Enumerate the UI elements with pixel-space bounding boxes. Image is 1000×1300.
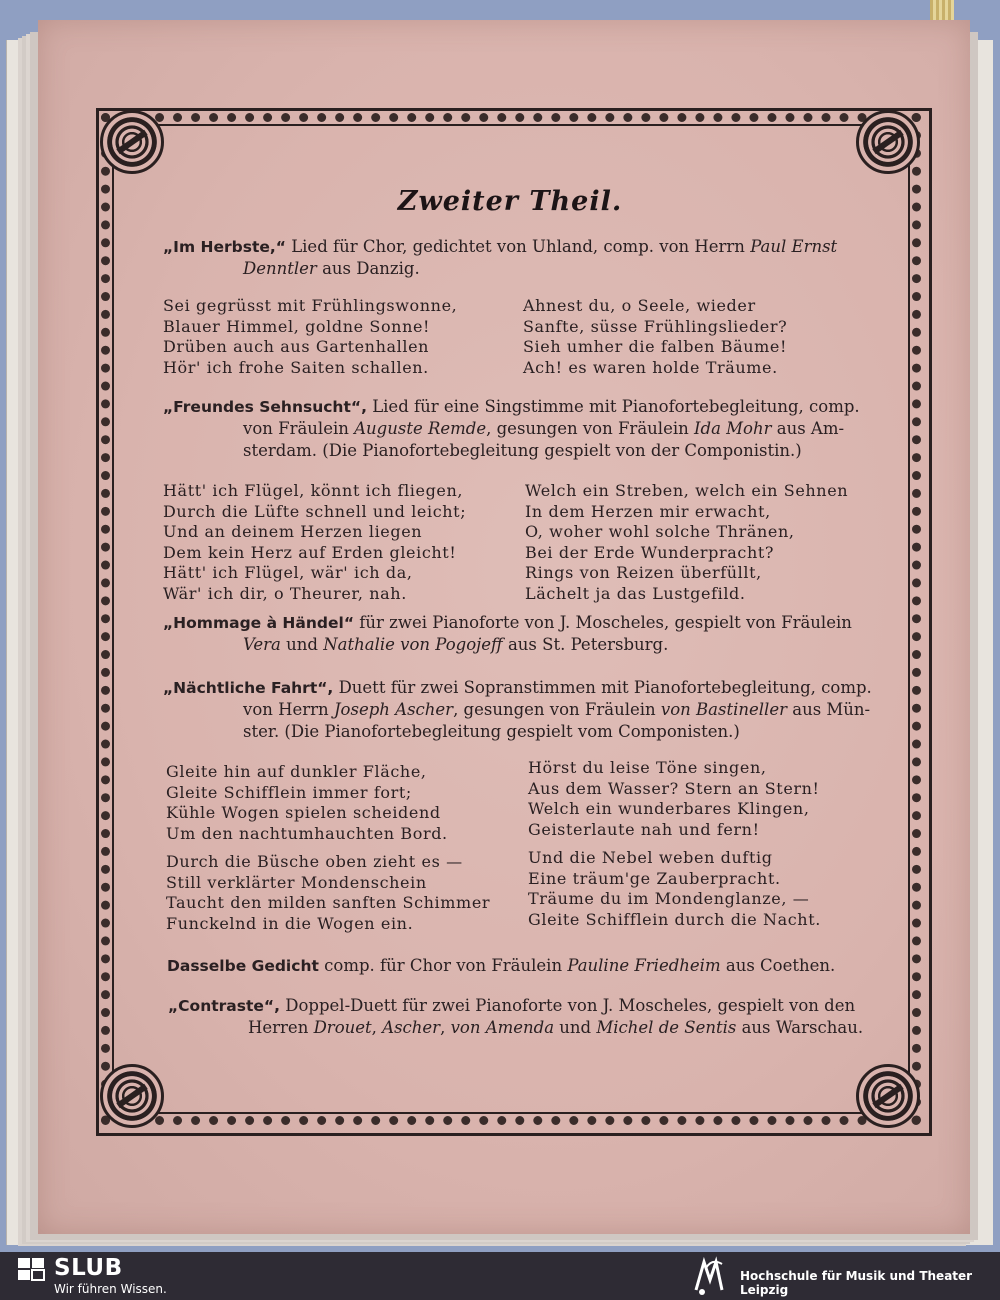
program-item-im-herbste	[163, 236, 875, 280]
text-fragment: , gesungen von Fräulein	[486, 419, 689, 438]
performance-note: sterdam. (Die Pianofortebegleitung gespielt von der Componistin.)	[243, 441, 802, 460]
piece-description: für zwei Pianoforte von J. Moscheles, gespielt von Fräulein	[359, 613, 852, 632]
composer-name: Joseph Ascher	[333, 700, 454, 719]
verse-line: Gleite Schifflein durch die Nacht.	[528, 909, 821, 929]
hmt-institution-name[interactable]: Hochschule für Musik und Theater Leipzig	[740, 1269, 973, 1297]
text-fragment: aus Coethen.	[725, 956, 836, 975]
verse-line: Sieh umher die falben Bäume!	[523, 337, 787, 356]
singer-name: von Bastineller	[660, 700, 787, 719]
verse-line: O, woher wohl solche Thränen,	[525, 522, 795, 541]
verse-line: Hätt' ich Flügel, wär' ich da,	[163, 563, 413, 582]
text-fragment: , gesungen von Fräulein	[453, 700, 656, 719]
verse-fahrt1-left	[166, 762, 448, 844]
verse-line: Ahnest du, o Seele, wieder	[523, 296, 756, 315]
piece-title: „Nächtliche Fahrt“,	[163, 679, 334, 697]
verse-sehnsucht-right	[525, 481, 848, 604]
piece-title: „Hommage à Händel“	[163, 614, 355, 632]
verse-fahrt2-left	[166, 852, 490, 934]
verse-line: Sei gegrüsst mit Frühlingswonne,	[163, 296, 458, 315]
text-fragment: und	[286, 635, 318, 654]
singer-name: Ida Mohr	[693, 419, 772, 438]
verse-line: Sanfte, süsse Frühlingslieder?	[523, 316, 788, 336]
verse-line: Um den nachtumhauchten Bord.	[166, 823, 448, 843]
program-item-dasselbe-gedicht	[167, 955, 879, 977]
performance-note: ster. (Die Pianofortebegleitung gespielt vom Componisten.)	[243, 722, 740, 741]
verse-herbst-right	[523, 296, 787, 378]
performer-name: Vera	[243, 635, 281, 654]
program-item-hommage-a-handel	[163, 612, 875, 656]
section-title: Zweiter Theil.	[397, 186, 623, 217]
piece-description: Lied für eine Singstimme mit Pianofortebegleitung, comp.	[372, 397, 860, 416]
verse-line: Ach! es waren holde Träume.	[523, 357, 778, 377]
verse-fahrt1-right	[528, 758, 820, 840]
composer-origin: aus Danzig.	[322, 259, 420, 278]
piece-title: Dasselbe Gedicht	[167, 957, 319, 975]
slub-tagline: Wir führen Wissen.	[54, 1282, 167, 1296]
verse-line: Taucht den milden sanften Schimmer	[166, 893, 491, 912]
verse-fahrt2-right	[528, 848, 821, 930]
verse-line: Und die Nebel weben duftig	[528, 848, 773, 867]
composer-name: Pauline Friedheim	[567, 956, 721, 975]
verse-line: Blauer Himmel, goldne Sonne!	[163, 316, 431, 336]
text-fragment: Herren	[248, 1018, 309, 1037]
verse-line: Hörst du leise Töne singen,	[528, 758, 767, 777]
slub-logo-icon	[18, 1258, 46, 1282]
performer-name: von Amenda	[450, 1018, 555, 1037]
verse-line: In dem Herzen mir erwacht,	[525, 501, 771, 521]
performer-name: Nathalie von Pogojeff	[323, 635, 503, 654]
verse-line: Welch ein Streben, welch ein Sehnen	[525, 481, 849, 500]
verse-line: Durch die Lüfte schnell und leicht;	[163, 501, 467, 521]
performer-name: Drouet	[313, 1018, 372, 1037]
verse-line: Dem kein Herz auf Erden gleicht!	[163, 542, 457, 562]
verse-line: Hör' ich frohe Saiten schallen.	[163, 357, 429, 377]
piece-title: „Contraste“,	[168, 997, 280, 1015]
program-item-nachtliche-fahrt	[163, 677, 875, 743]
verse-herbst-left	[163, 296, 457, 378]
piece-title: „Freundes Sehnsucht“,	[163, 398, 367, 416]
verse-line: Welch ein wunderbares Klingen,	[528, 799, 810, 818]
verse-line: Funckelnd in die Wogen ein.	[166, 913, 414, 933]
verse-sehnsucht-left	[163, 481, 466, 604]
verse-line: Rings von Reizen überfüllt,	[525, 563, 762, 582]
text-fragment: aus St. Petersburg.	[507, 635, 669, 654]
composer-name: Paul Ernst	[750, 237, 838, 256]
verse-line: Kühle Wogen spielen scheidend	[166, 803, 441, 822]
verse-line: Gleite Schifflein immer fort;	[166, 782, 412, 802]
text-fragment: von Fräulein	[243, 419, 349, 438]
viewer-footer	[0, 1252, 1000, 1300]
verse-line: Hätt' ich Flügel, könnt ich fliegen,	[163, 481, 464, 500]
verse-line: Wär' ich dir, o Theurer, nah.	[163, 583, 407, 603]
verse-line: Durch die Büsche oben zieht es —	[166, 852, 463, 871]
performer-name: Michel de Sentis	[596, 1018, 737, 1037]
verse-line: Lächelt ja das Lustgefild.	[525, 583, 746, 603]
verse-line: Geisterlaute nah und fern!	[528, 819, 760, 839]
program-item-freundes-sehnsucht	[163, 396, 875, 462]
piece-description: Duett für zwei Sopranstimmen mit Pianofortebegleitung, comp.	[338, 678, 872, 697]
verse-line: Gleite hin auf dunkler Fläche,	[166, 762, 427, 781]
verse-line: Aus dem Wasser? Stern an Stern!	[528, 778, 820, 798]
piece-description: comp. für Chor von Fräulein	[324, 956, 563, 975]
text-fragment: und	[559, 1018, 592, 1037]
piece-description: Lied für Chor, gedichtet von Uhland, comp. von Herrn	[291, 237, 745, 256]
verse-line: Träume du im Mondenglanze, —	[528, 889, 810, 908]
text-fragment: aus Am-	[776, 419, 845, 438]
verse-line: Und an deinem Herzen liegen	[163, 522, 423, 541]
program-item-contraste: „Contraste“, Doppel-Duett für zwei Pianoforte von J. Moscheles, gespielt von den Herren Drouet, Ascher, von Amenda und Michel de Sentis aus Warschau.	[168, 996, 864, 1037]
hmt-logo-icon	[692, 1256, 730, 1296]
verse-line: Still verklärter Mondenschein	[166, 872, 427, 892]
piece-title: „Im Herbste,“	[163, 238, 286, 256]
piece-description: Doppel-Duett für zwei Pianoforte von J. Moscheles, gespielt von den	[285, 996, 856, 1015]
text-fragment: aus Warschau.	[741, 1018, 864, 1037]
verse-line: Bei der Erde Wunderpracht?	[525, 542, 775, 562]
slub-logo-text[interactable]: SLUB	[54, 1255, 123, 1281]
composer-surname: Denntler	[243, 259, 317, 278]
text-fragment: von Herrn	[243, 700, 329, 719]
composer-name: Auguste Remde	[354, 419, 487, 438]
verse-line: Eine träum'ge Zauberpracht.	[528, 868, 781, 888]
performer-name: Ascher	[382, 1018, 441, 1037]
text-fragment: aus Mün-	[792, 700, 871, 719]
verse-line: Drüben auch aus Gartenhallen	[163, 337, 430, 356]
